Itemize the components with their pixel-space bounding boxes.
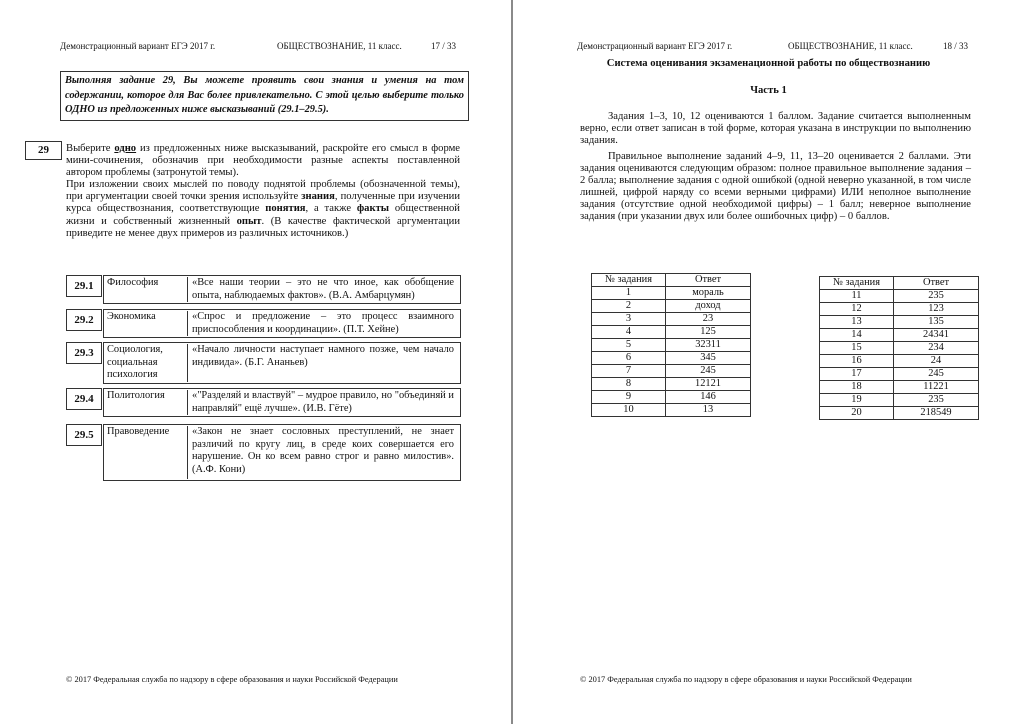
option-number: 29.2	[66, 309, 102, 331]
table-row	[592, 378, 751, 391]
task-text	[66, 143, 460, 240]
task-number: 29	[25, 141, 62, 160]
table-row	[820, 407, 979, 420]
option-quote-text: «Закон не знает сословных преступлений, не знает различий по кругу лиц, в среде коих совершается его нарушение. Он ко всем равно строг и равно милостив». (А.Ф. Кони)	[192, 426, 454, 475]
task-number-cell: 7	[592, 365, 666, 378]
task-emphasis-one: одно	[114, 143, 137, 154]
option-quote-text: «"Разделяй и властвуй" – мудрое правило, но "объединяй и направляй" ещё лучше». (И.В. Гёте)	[192, 390, 454, 414]
answer-cell: мораль	[666, 287, 751, 300]
option-quote	[187, 277, 456, 302]
task-number-cell: 1	[592, 287, 666, 300]
task-text-span: из предложенных ниже высказываний, раскройте его смысл в форме мини-сочинения, обозначив при необходимости разные аспекты поставленной автором проблемы (затронутой темы).	[66, 143, 460, 179]
task-number-cell: 13	[820, 316, 894, 329]
option-number: 29.3	[66, 342, 102, 364]
task-number-cell: 15	[820, 342, 894, 355]
table-row	[820, 381, 979, 394]
option-subject: Экономика	[107, 311, 156, 322]
answer-cell: 345	[666, 352, 751, 365]
answer-cell: 32311	[666, 339, 751, 352]
option-quote-text: «Спрос и предложение – это процесс взаимного приспособления и координации». (П.Т. Хейне)	[192, 311, 454, 335]
task-number-cell: 9	[592, 391, 666, 404]
option-body	[103, 309, 461, 338]
task-number-cell: 14	[820, 329, 894, 342]
column-header-task: № задания	[820, 277, 894, 290]
answers-table-2-body	[820, 290, 979, 420]
answer-cell: 13	[666, 404, 751, 417]
answer-cell: 234	[894, 342, 979, 355]
answer-cell: 23	[666, 313, 751, 326]
page-header-number: 18 / 33	[943, 41, 969, 51]
table-row	[592, 391, 751, 404]
option-body	[103, 275, 461, 304]
task-number-cell: 18	[820, 381, 894, 394]
option-subject: Социология, социальная психология	[107, 344, 163, 380]
answer-cell: 245	[666, 365, 751, 378]
page-header-left: Демонстрационный вариант ЕГЭ 2017 г.	[60, 41, 216, 51]
table-row	[592, 313, 751, 326]
option-quote	[187, 344, 456, 382]
answer-cell: 135	[894, 316, 979, 329]
table-row	[592, 339, 751, 352]
task-text-span: . (В качестве фактической аргументации приведите не менее двух примеров из различных источников.)	[66, 215, 460, 239]
task-paragraph-2	[66, 179, 460, 239]
table-row	[592, 300, 751, 313]
answer-cell: 146	[666, 391, 751, 404]
task-number-cell: 17	[820, 368, 894, 381]
table-row	[820, 355, 979, 368]
table-header-row	[820, 277, 979, 290]
scoring-paragraph-2-text: Правильное выполнение заданий 4–9, 11, 13–20 оценивается 2 баллами. Эти задания оцениваются следующим образом: полное правильное выполнение задания – 2 балла; выполнение задания с одной ошибкой (одной неверно указанной, в том числе лишней, цифрой наряду со всеми верными цифрами) ИЛИ неполное выполнение задания (отсутствие одной необходимой цифры) – 1 балл; неверное выполнение задания (при указании двух или более ошибочных цифр) – 0 баллов.	[580, 151, 971, 223]
answer-cell: доход	[666, 300, 751, 313]
page-footer: © 2017 Федеральная служба по надзору в сфере образования и науки Российской Федерации	[66, 675, 398, 684]
task-emphasis-knowledge: знания	[301, 191, 335, 203]
answer-cell: 24	[894, 355, 979, 368]
answers-table-2	[819, 276, 979, 420]
option-subject: Правоведение	[107, 426, 170, 437]
option-body	[103, 388, 461, 417]
task-text-span: общественной жизни и собственный жизненный	[66, 203, 460, 227]
table-row	[820, 290, 979, 303]
page-title: Система оценивания экзаменационной работы по обществознанию	[606, 58, 931, 69]
page-header-subject: ОБЩЕСТВОЗНАНИЕ, 11 класс.	[277, 41, 402, 51]
option-number: 29.1	[66, 275, 102, 297]
table-row	[592, 404, 751, 417]
page-header-number: 17 / 33	[431, 41, 457, 51]
task-number-cell: 19	[820, 394, 894, 407]
option-quote-text: «Начало личности наступает намного позже, чем начало индивида». (Б.Г. Ананьев)	[192, 344, 454, 368]
option-subject: Политология	[107, 390, 165, 401]
task-number-cell: 2	[592, 300, 666, 313]
option-subject: Философия	[107, 277, 159, 288]
table-row	[820, 394, 979, 407]
task-number-cell: 11	[820, 290, 894, 303]
page-header-left: Демонстрационный вариант ЕГЭ 2017 г.	[577, 41, 733, 51]
task-text-span: , полученные при изучении курса обществознания, соответствующие	[66, 191, 460, 215]
option-quote	[187, 390, 456, 415]
answer-cell: 125	[666, 326, 751, 339]
task-number-cell: 6	[592, 352, 666, 365]
answers-table-1	[591, 273, 751, 417]
table-row	[820, 303, 979, 316]
task-emphasis-concepts: понятия	[265, 203, 306, 215]
table-row	[820, 316, 979, 329]
option-quote	[187, 426, 456, 479]
task-number-cell: 3	[592, 313, 666, 326]
part-title: Часть 1	[750, 85, 787, 96]
answer-cell: 11221	[894, 381, 979, 394]
table-header-row	[592, 274, 751, 287]
option-body	[103, 424, 461, 481]
task-text-span: Выберите	[66, 143, 115, 154]
right-page	[513, 0, 1024, 724]
table-row	[592, 326, 751, 339]
task-number-cell: 8	[592, 378, 666, 391]
table-row	[592, 365, 751, 378]
answer-cell: 12121	[666, 378, 751, 391]
answers-table-1-body	[592, 287, 751, 417]
scoring-paragraph-2	[580, 151, 971, 224]
column-header-answer: Ответ	[894, 277, 979, 290]
task-emphasis-experience: опыт	[236, 215, 262, 227]
option-body	[103, 342, 461, 384]
answer-cell: 218549	[894, 407, 979, 420]
option-quote	[187, 311, 456, 336]
answer-cell: 245	[894, 368, 979, 381]
table-row	[820, 368, 979, 381]
answer-cell: 24341	[894, 329, 979, 342]
task-number-cell: 12	[820, 303, 894, 316]
option-number: 29.5	[66, 424, 102, 446]
task-number-cell: 4	[592, 326, 666, 339]
instruction-box: Выполняя задание 29, Вы можете проявить свои знания и умения на том содержании, которое для Вас более привлекательно. С этой целью выберите только ОДНО из предложенных ниже высказываний (29.1–29.5).	[60, 71, 469, 121]
task-number-cell: 20	[820, 407, 894, 420]
task-text-span: , а также	[305, 203, 357, 215]
task-emphasis-facts: факты	[356, 203, 390, 215]
answer-cell: 235	[894, 394, 979, 407]
page-footer: © 2017 Федеральная служба по надзору в сфере образования и науки Российской Федерации	[580, 675, 912, 684]
option-quote-text: «Все наши теории – это не что иное, как обобщение опыта, наблюдаемых фактов». (В.А. Амбарцумян)	[192, 277, 454, 301]
task-paragraph-1	[66, 143, 460, 179]
table-row	[592, 352, 751, 365]
task-number-cell: 5	[592, 339, 666, 352]
scoring-paragraph-1	[580, 111, 971, 147]
task-number-cell: 10	[592, 404, 666, 417]
option-number: 29.4	[66, 388, 102, 410]
task-text-span: При изложении своих мыслей по поводу поднятой проблемы (обозначенной темы), при аргументации своей точки зрения используйте	[66, 179, 460, 203]
scoring-paragraph-1-text: Задания 1–3, 10, 12 оцениваются 1 баллом. Задание считается выполненным верно, если ответ записан в той форме, которая указана в инструкции по выполнению задания.	[580, 111, 971, 147]
column-header-answer: Ответ	[666, 274, 751, 287]
task-number-cell: 16	[820, 355, 894, 368]
table-row	[820, 342, 979, 355]
table-row	[820, 329, 979, 342]
column-header-task: № задания	[592, 274, 666, 287]
answer-cell: 123	[894, 303, 979, 316]
table-row	[592, 287, 751, 300]
answer-cell: 235	[894, 290, 979, 303]
page-header-subject: ОБЩЕСТВОЗНАНИЕ, 11 класс.	[788, 41, 913, 51]
